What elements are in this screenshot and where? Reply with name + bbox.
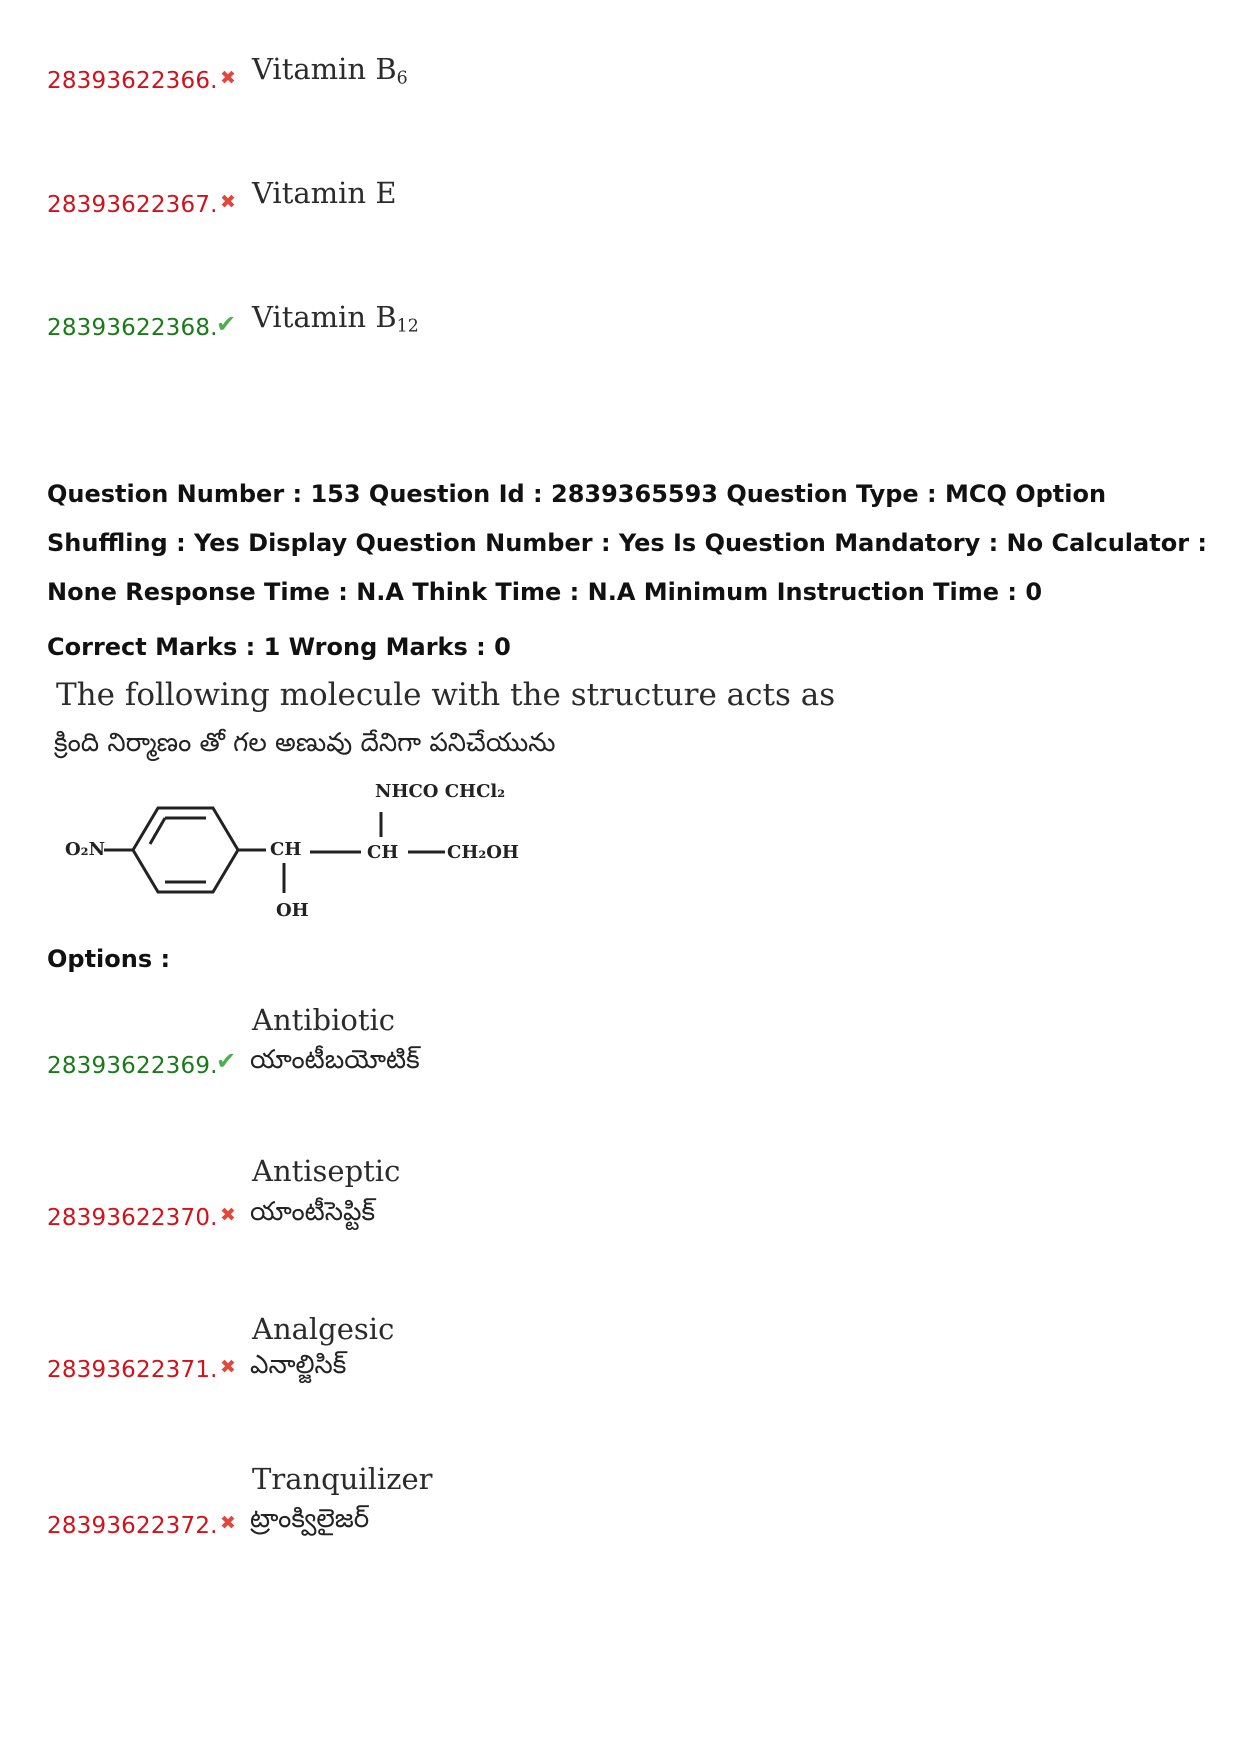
oh-label: OH (276, 900, 309, 921)
wrong-icon: ✖ (220, 1512, 236, 1534)
option-id: 28393622372. (47, 1513, 218, 1539)
option-text-te: యాంటీసెప్టిక్ (250, 1197, 376, 1227)
option-text: Vitamin $B_6$ (252, 52, 408, 89)
option-id: 28393622368. (47, 315, 218, 341)
wrong-icon: ✖ (220, 191, 236, 213)
question-meta: Question Number : 153 Question Id : 2839365593 Question Type : MCQ Option Shuffling : Yes Display Question Number : Yes Is Question Mandatory : No Calculator : None Response Time : N.A Think Time : N.A Minimum Instruction Time : 0 (47, 480, 1207, 606)
options-label: Options : (47, 945, 171, 973)
question-marks: Correct Marks : 1 Wrong Marks : 0 (47, 633, 511, 661)
molecule-structure (55, 775, 535, 935)
question-text-en: The following molecule with the structure acts as (56, 677, 836, 713)
option-id: 28393622370. (47, 1205, 218, 1231)
ch-label-2: CH (367, 842, 399, 863)
check-icon: ✔ (216, 1047, 237, 1075)
nhco-label: NHCO CHCl₂ (375, 781, 506, 802)
question-text-te: క్రింది నిర్మాణం తో గల అణువు దేనిగా పనిచేయును (54, 728, 556, 758)
option-text-te: ఎనాల్జిసిక్ (250, 1350, 347, 1380)
wrong-icon: ✖ (220, 67, 236, 89)
wrong-icon: ✖ (220, 1356, 236, 1378)
ch-label: CH (270, 839, 302, 860)
option-id: 28393622367. (47, 192, 218, 218)
option-text: Vitamin E (252, 176, 397, 210)
option-text-en: Analgesic (252, 1312, 395, 1346)
option-id: 28393622366. (47, 68, 218, 94)
option-text-en: Antiseptic (252, 1154, 401, 1188)
wrong-icon: ✖ (220, 1204, 236, 1226)
option-id: 28393622369. (47, 1053, 218, 1079)
benzene-ring (133, 808, 238, 892)
ch2oh-label: CH₂OH (447, 842, 519, 863)
nitro-label: O₂N (65, 839, 106, 860)
option-text-te: ట్రాంక్విలైజర్ (250, 1504, 370, 1534)
bond-line (150, 818, 165, 844)
option-text-te: యాంటీబయోటిక్ (250, 1045, 420, 1075)
option-text-en: Tranquilizer (252, 1462, 433, 1496)
option-id: 28393622371. (47, 1357, 218, 1383)
option-text-en: Antibiotic (252, 1003, 396, 1037)
option-text: Vitamin $B_{12}$ (252, 300, 419, 337)
check-icon: ✔ (216, 310, 237, 338)
